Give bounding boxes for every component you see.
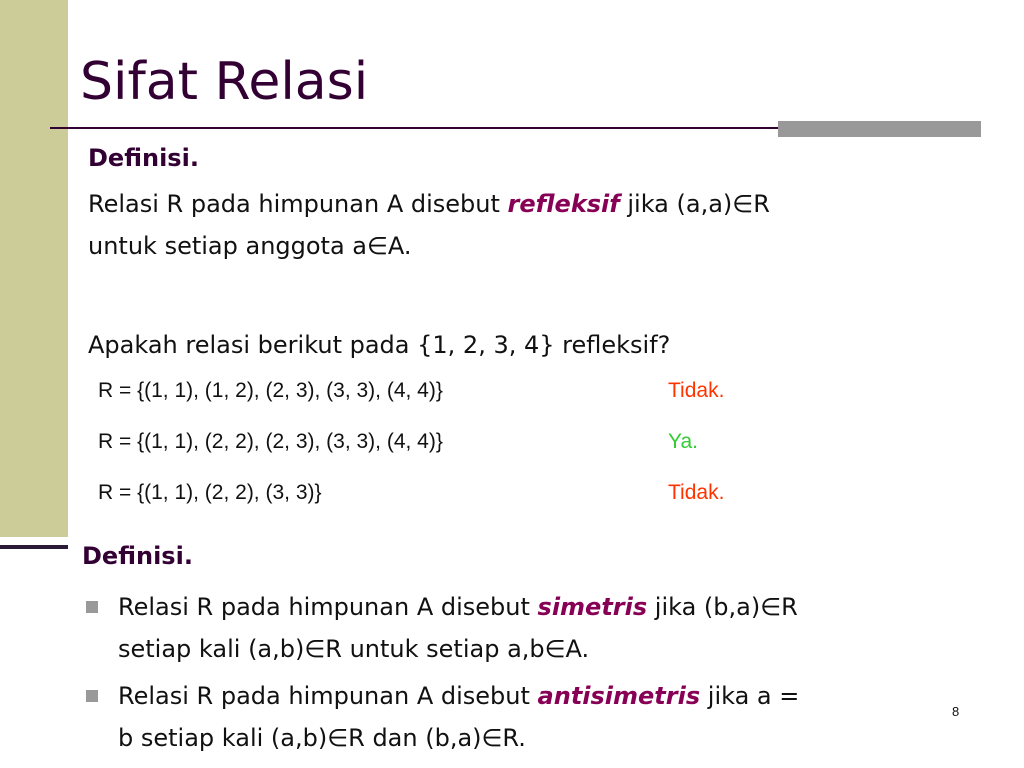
term-refleksif: refleksif [507, 190, 620, 218]
corner-accent-bar [778, 121, 981, 137]
square-bullet-icon [86, 690, 98, 702]
definition-text: Relasi R pada himpunan A disebut [118, 593, 538, 621]
relation-row [98, 376, 798, 406]
left-accent-line [0, 545, 68, 549]
page-number: 8 [952, 704, 960, 719]
relation-answer: Tidak. [668, 481, 725, 504]
definition-text: Relasi R pada himpunan A disebut [88, 190, 508, 218]
symmetric-definition-line-2: setiap kali (a,b)∈R untuk setiap a,b∈A. [118, 635, 590, 663]
reflexive-definition-line-1 [88, 183, 770, 225]
definition-heading-2: Definisi. [82, 542, 193, 570]
relation-answer: Ya. [668, 430, 698, 453]
left-sidebar-band [0, 0, 68, 537]
relation-row [98, 478, 798, 508]
definition-text: jika (b,a)∈R [647, 593, 798, 621]
symmetric-definition-line-1 [118, 586, 798, 628]
definition-text: Relasi R pada himpunan A disebut [118, 682, 538, 710]
definition-heading-1: Definisi. [88, 144, 199, 172]
definition-text: jika a = [700, 682, 800, 710]
relation-expression: R = {(1, 1), (1, 2), (2, 3), (3, 3), (4, 4)} [98, 379, 443, 402]
relation-expression: R = {(1, 1), (2, 2), (2, 3), (3, 3), (4, 4)} [98, 430, 443, 453]
slide-title: Sifat Relasi [80, 52, 369, 112]
relation-expression: R = {(1, 1), (2, 2), (3, 3)} [98, 481, 322, 504]
antisymmetric-definition-line-2: b setiap kali (a,b)∈R dan (b,a)∈R. [118, 724, 526, 752]
reflexive-question: Apakah relasi berikut pada {1, 2, 3, 4} refleksif? [88, 331, 671, 359]
relation-answer: Tidak. [668, 379, 725, 402]
relation-row [98, 427, 798, 457]
term-antisimetris: antisimetris [537, 682, 701, 710]
definition-text: jika (a,a)∈R [619, 190, 770, 218]
square-bullet-icon [86, 601, 98, 613]
antisymmetric-definition-line-1 [118, 675, 799, 717]
reflexive-definition-line-2: untuk setiap anggota a∈A. [88, 232, 412, 260]
term-simetris: simetris [537, 593, 648, 621]
